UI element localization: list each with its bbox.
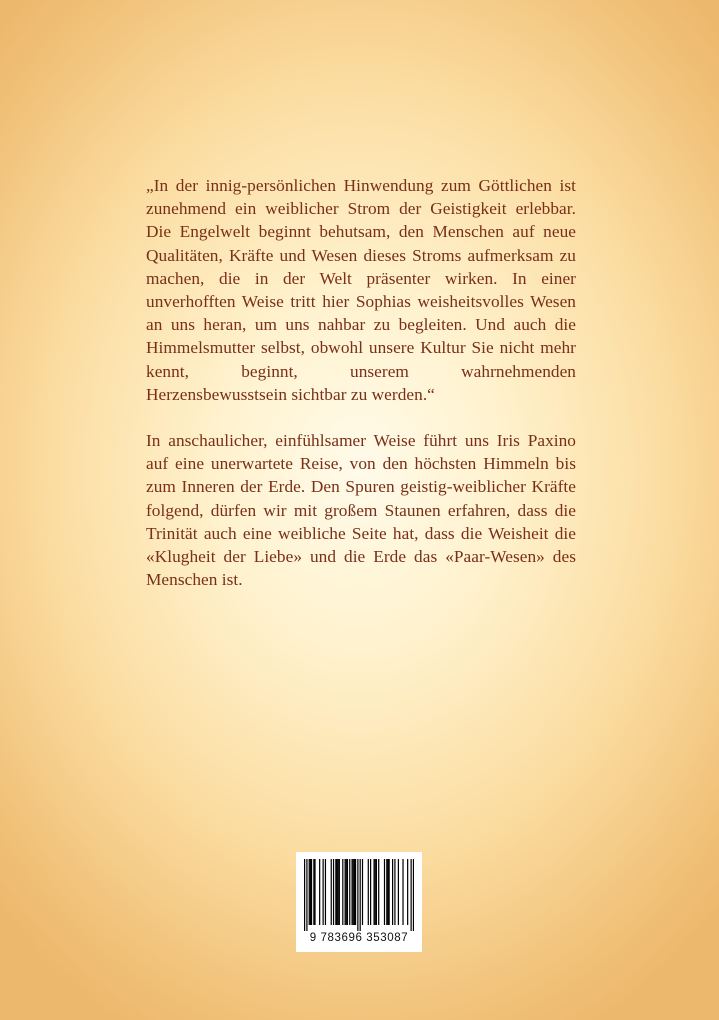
barcode-bar [336,859,337,925]
barcode-bar [368,859,369,925]
barcode-bar [354,859,355,925]
barcode-bar [413,859,414,931]
barcode-bar [373,859,374,925]
barcode-bar [345,859,346,925]
barcode-bar [333,859,334,925]
barcode-bar [370,859,371,925]
barcode-bar [335,859,336,925]
barcode-bar [355,859,356,925]
barcode-digits: 9 783696 353087 [309,932,409,944]
barcode-bar [338,859,339,925]
blurb-text [146,174,576,614]
barcode-bar [392,859,393,925]
barcode-bar [339,859,340,925]
barcode-bar [306,859,307,931]
isbn-barcode [296,852,422,952]
barcode-bar [386,859,387,925]
barcode-bar [346,859,347,925]
barcode-bar [402,859,403,925]
barcode-bar [389,859,390,925]
barcode-bar [313,859,314,925]
barcode-bar [325,859,326,925]
barcode-bar [331,859,332,925]
barcode-bar [375,859,376,925]
barcode-bar [353,859,354,925]
barcode-bar [351,859,352,925]
barcode-bar [398,859,399,925]
barcode-bar [310,859,311,925]
description-paragraph: In anschaulicher, einfühlsamer Weise führt uns Iris Paxino auf eine unerwartete Reise, von den höchsten Himmeln bis zum Inneren der Erde. Den Spuren geistig-weiblicher Kräfte folgend, dürfen wir mit großem Staunen erfahren, dass die Trinität auch eine weibliche Seite hat, dass die Weisheit die «Klugheit der Liebe» und die Erde das «Paar-Wesen» des Menschen ist. [146,431,576,590]
barcode-bar [384,859,385,925]
barcode-bar [394,859,395,925]
barcode-bar [362,859,363,925]
barcode-bar [314,859,315,925]
quote-paragraph: „In der innig-persönlichen Hinwendung zum Göttlichen ist zunehmend ein weiblicher Strom der Geistigkeit erlebbar. Die Engelwelt beginnt behutsam, den Menschen auf neue Qualitäten, Kräfte und Wesen dieses Stroms aufmerksam zu machen, die in der Welt präsenter wirken. In einer unverhofften Weise tritt hier Sophias weisheitsvolles Wesen an uns heran, um uns nahbar zu begleiten. Und auch die Himmelsmutter selbst, obwohl unsere Kultur Sie nicht mehr kennt, beginnt, unserem wahrnehmenden Herzensbewusstsein sichtbar zu werden.“ [146,176,576,404]
barcode-bar [387,859,388,925]
barcode-bar [311,859,312,925]
barcode-bar [376,859,377,925]
barcode-bar [360,859,361,931]
barcode-bars [304,859,414,931]
barcode-bar [407,859,408,925]
barcode-bar [309,859,310,925]
barcode-bar [357,859,358,931]
barcode-bar [347,859,348,925]
barcode-bar [411,859,412,931]
barcode-bar [304,859,305,931]
barcode-bar [342,859,343,925]
barcode-bar [349,859,350,925]
barcode-bar [319,859,320,925]
barcode-bar [378,859,379,925]
barcode-bar [323,859,324,925]
